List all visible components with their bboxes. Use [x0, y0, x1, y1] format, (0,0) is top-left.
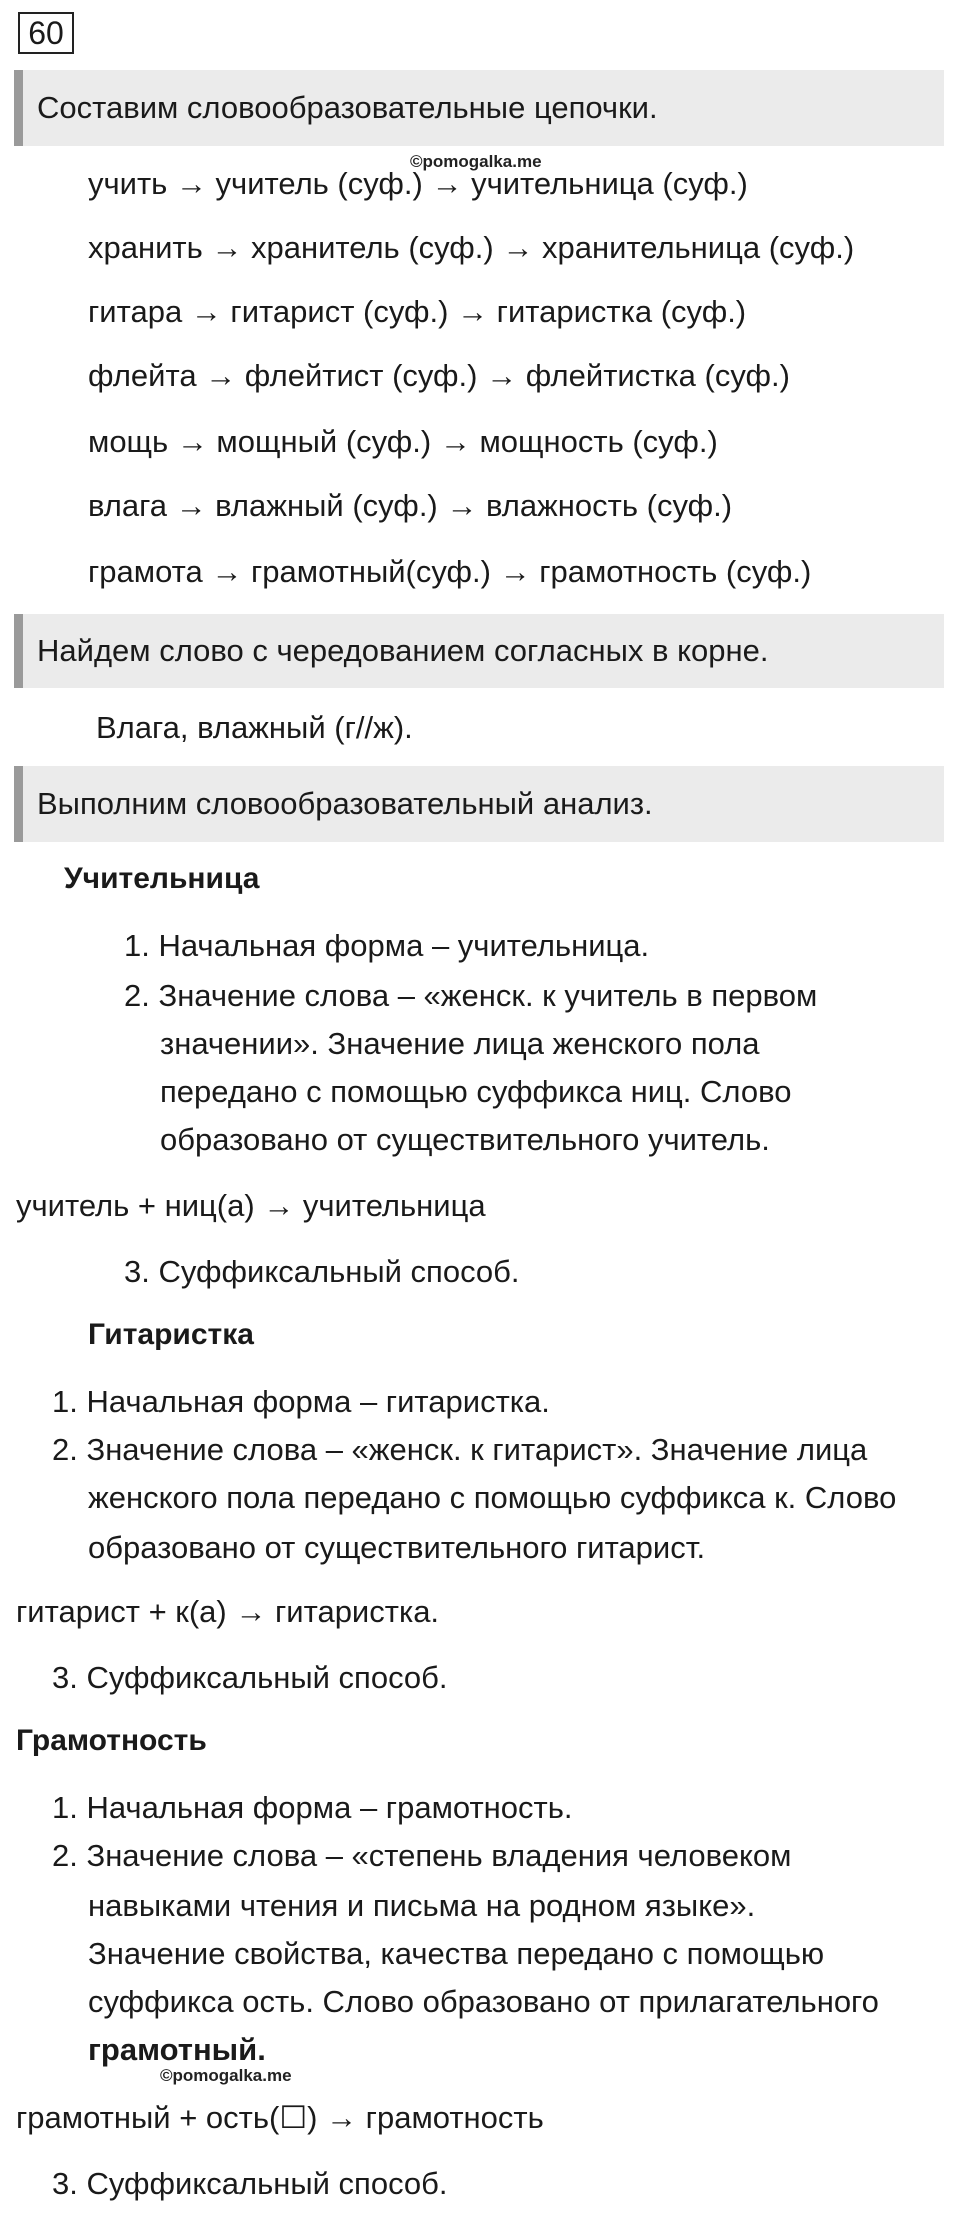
analysis-item: 1. Начальная форма – гитаристка. — [52, 1384, 550, 1419]
chain-line-2: хранить → хранитель (суф.) → хранительница (суф.) — [88, 230, 855, 265]
section-heading-text: Составим словообразовательные цепочки. — [37, 90, 658, 125]
derivation-scheme: грамотный + ость(☐) → грамотность — [16, 2100, 544, 2135]
analysis-item: 1. Начальная форма – грамотность. — [52, 1790, 573, 1825]
analysis-item: 3. Суффиксальный способ. — [52, 1660, 448, 1695]
analysis-item: образовано от существительного гитарист. — [88, 1530, 706, 1565]
analysis-item: 2. Значение слова – «женск. к гитарист». Значение лица — [52, 1432, 868, 1467]
chain-line-1: учить → учитель (суф.) → учительница (суф.) — [88, 166, 748, 201]
section-heading-chains — [14, 70, 944, 146]
analysis-item: 2. Значение слова – «женск. к учитель в первом — [124, 978, 818, 1013]
analysis-item: навыками чтения и письма на родном языке». — [88, 1888, 756, 1923]
analysis-item: образовано от существительного учитель. — [160, 1122, 770, 1157]
analysis-item: суффикса ость. Слово образовано от прилагательного — [88, 1984, 879, 2019]
analysis-item: женского пола передано с помощью суффикса к. Слово — [88, 1480, 897, 1515]
analysis-item: передано с помощью суффикса ниц. Слово — [160, 1074, 792, 1109]
section-heading-analysis — [14, 766, 944, 842]
section-heading-text: Найдем слово с чередованием согласных в корне. — [37, 633, 769, 668]
chain-line-4: флейта → флейтист (суф.) → флейтистка (суф.) — [88, 358, 790, 393]
section-heading-text: Выполним словообразовательный анализ. — [37, 786, 653, 821]
analysis-item: грамотный. — [88, 2032, 266, 2067]
chain-line-3: гитара → гитарист (суф.) → гитаристка (суф.) — [88, 294, 747, 329]
analysis-item: 1. Начальная форма – учительница. — [124, 928, 650, 963]
chain-line-5: мощь → мощный (суф.) → мощность (суф.) — [88, 424, 718, 459]
watermark: ©pomogalka.me — [160, 2066, 292, 2085]
analysis-item: 3. Суффиксальный способ. — [124, 1254, 520, 1289]
analysis-item: Значение свойства, качества передано с помощью — [88, 1936, 825, 1971]
watermark: ©pomogalka.me — [410, 152, 542, 171]
analysis-item: 2. Значение слова – «степень владения человеком — [52, 1838, 792, 1873]
derivation-scheme: учитель + ниц(а) → учительница — [16, 1188, 486, 1223]
chain-line-7: грамота → грамотный(суф.) → грамотность (суф.) — [88, 554, 812, 589]
analysis-item: 3. Суффиксальный способ. — [52, 2166, 448, 2201]
section-heading-alternation — [14, 614, 944, 688]
exercise-number: 60 — [18, 12, 74, 54]
analysis-item: значении». Значение лица женского пола — [160, 1026, 760, 1061]
word-title-gramotnost: Грамотность — [16, 1724, 207, 1757]
word-title-uchitelnitsa: Учительница — [64, 862, 260, 895]
derivation-scheme: гитарист + к(а) → гитаристка. — [16, 1594, 440, 1629]
chain-line-6: влага → влажный (суф.) → влажность (суф.) — [88, 488, 733, 523]
alternation-text: Влага, влажный (г//ж). — [96, 710, 413, 745]
word-title-gitaristka: Гитаристка — [88, 1318, 254, 1351]
